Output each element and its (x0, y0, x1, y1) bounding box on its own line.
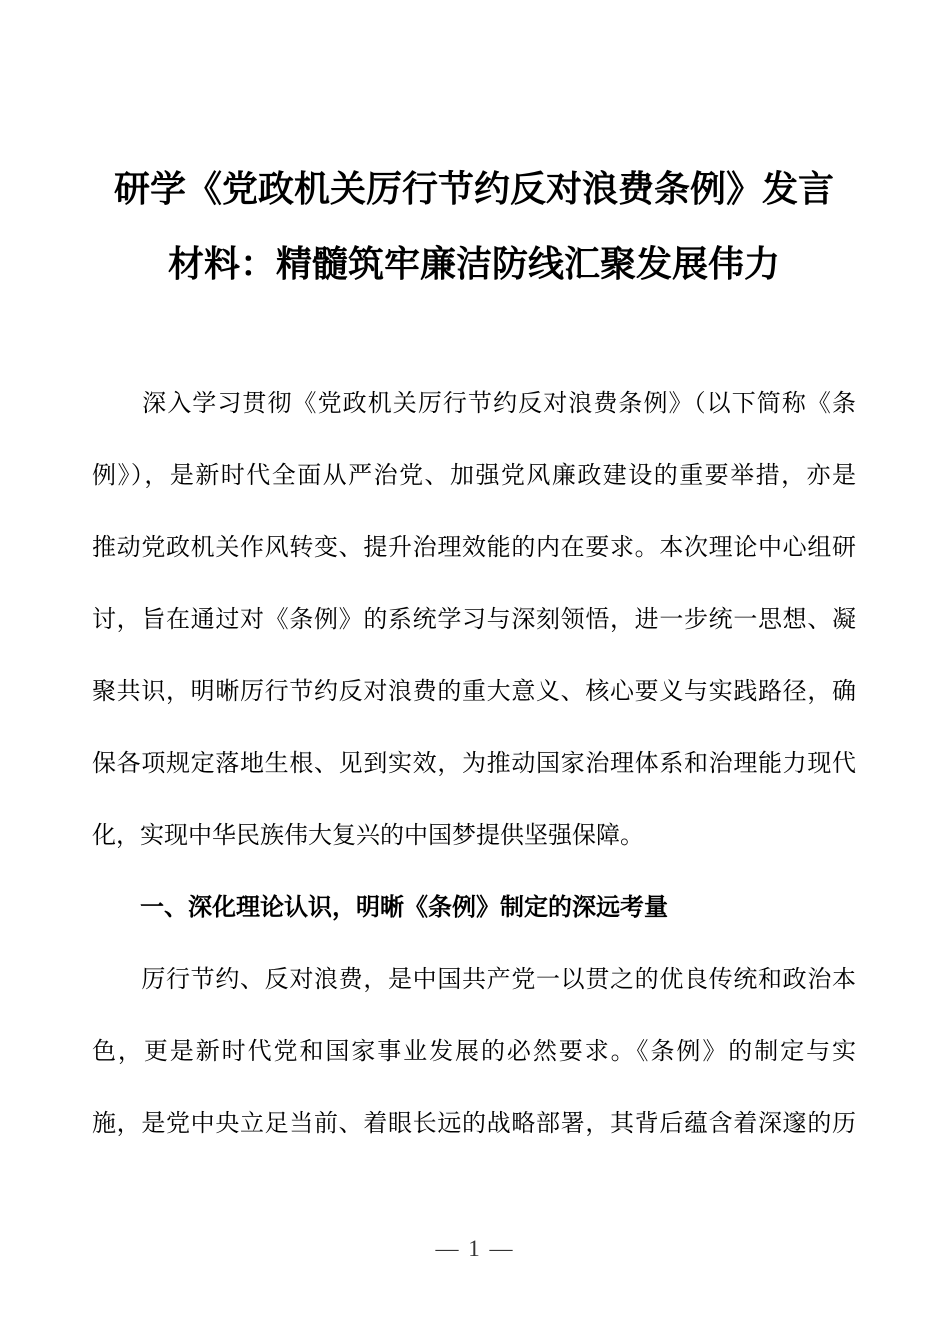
text-line: 讨，旨在通过对《条例》的系统学习与深刻领悟，进一步统一思想、凝 (92, 607, 856, 633)
paragraph-1 (92, 368, 856, 872)
title-line-2: 材料：精髓筑牢廉洁防线汇聚发展伟力 (167, 244, 780, 284)
text-line: 色，更是新时代党和国家事业发展的必然要求。《条例》的制定与实 (92, 1039, 856, 1065)
text-line: 厉行节约、反对浪费，是中国共产党一以贯之的优良传统和政治本 (92, 967, 856, 993)
title-line-1: 研学《党政机关厉行节约反对浪费条例》发言 (113, 169, 834, 209)
page-footer (0, 1236, 950, 1262)
text-line: 化，实现中华民族伟大复兴的中国梦提供坚强保障。 (92, 823, 644, 849)
text-line: 聚共识，明晰厉行节约反对浪费的重大意义、核心要义与实践路径，确 (92, 679, 856, 705)
document-content (92, 0, 856, 1160)
text-line: 保各项规定落地生根、见到实效，为推动国家治理体系和治理能力现代 (92, 751, 856, 777)
text-line: 例》），是新时代全面从严治党、加强党风廉政建设的重要举措，亦是 (92, 463, 856, 489)
page-number: — 1 — (435, 1236, 515, 1261)
document-body (92, 368, 856, 1160)
text-line: 施，是党中央立足当前、着眼长远的战略部署，其背后蕴含着深邃的历 (92, 1111, 856, 1137)
text-line: 推动党政机关作风转变、提升治理效能的内在要求。本次理论中心组研 (92, 535, 856, 561)
text-line: 深入学习贯彻《党政机关厉行节约反对浪费条例》（以下简称《条 (92, 391, 856, 417)
section-heading-1: 一、深化理论认识，明晰《条例》制定的深远考量 (140, 894, 668, 921)
paragraph-2 (92, 944, 856, 1160)
document-title (92, 152, 856, 302)
